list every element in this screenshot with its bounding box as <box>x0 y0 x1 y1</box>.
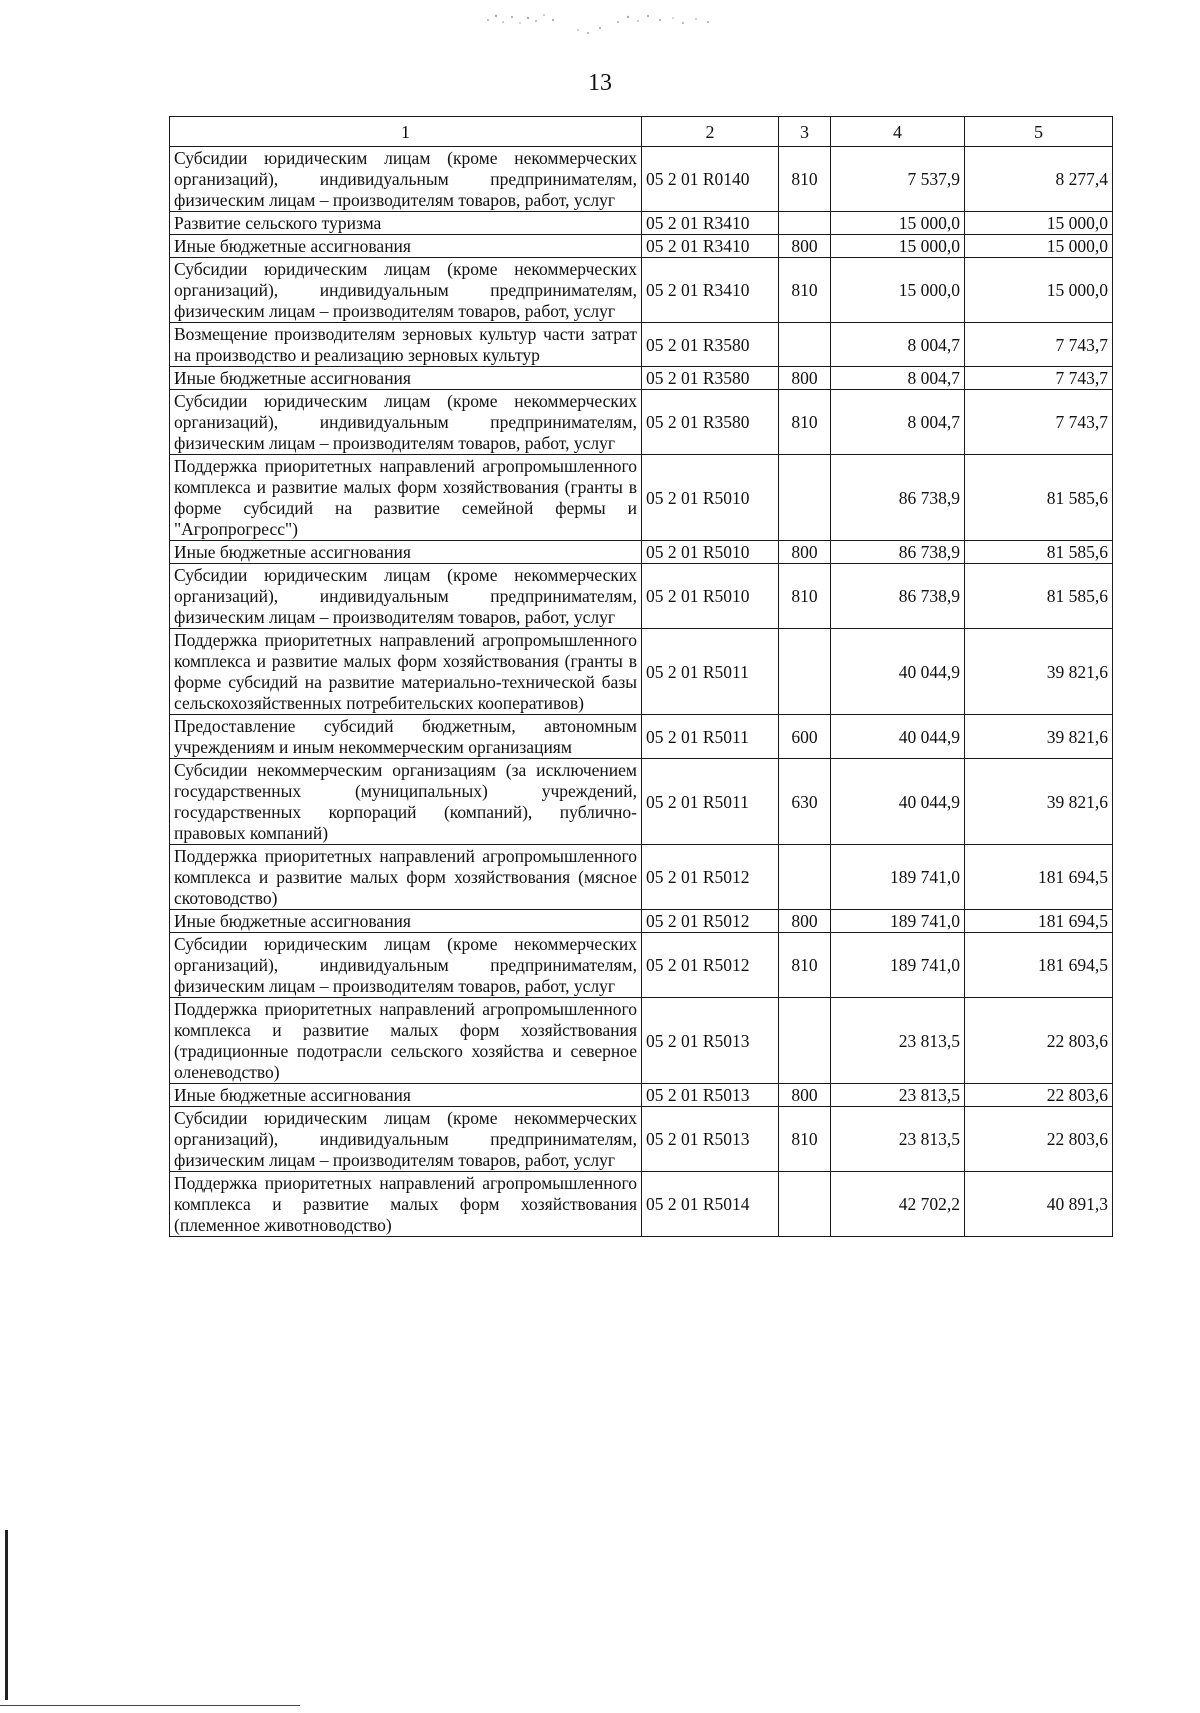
scan-edge-line <box>5 1530 8 1700</box>
row-name: Предоставление субсидий бюджетным, автономным учреждениям и иным некоммерческим организациям <box>170 715 642 759</box>
row-code: 05 2 01 R5010 <box>642 541 779 564</box>
row-code: 05 2 01 R3580 <box>642 367 779 390</box>
row-type <box>779 323 831 367</box>
row-code: 05 2 01 R5013 <box>642 998 779 1084</box>
row-name: Субсидии юридическим лицам (кроме некоммерческих организаций), индивидуальным предпринимателям, физическим лицам – производителям товаров, работ, услуг <box>170 564 642 629</box>
row-code: 05 2 01 R5014 <box>642 1172 779 1237</box>
row-col4: 8 004,7 <box>831 367 965 390</box>
row-code: 05 2 01 R5010 <box>642 455 779 541</box>
row-col4: 8 004,7 <box>831 390 965 455</box>
row-code: 05 2 01 R0140 <box>642 147 779 212</box>
row-col4: 15 000,0 <box>831 258 965 323</box>
row-type: 600 <box>779 715 831 759</box>
row-col5: 7 743,7 <box>965 323 1113 367</box>
row-type: 800 <box>779 1084 831 1107</box>
row-code: 05 2 01 R5012 <box>642 845 779 910</box>
row-col4: 23 813,5 <box>831 1107 965 1172</box>
row-name: Развитие сельского туризма <box>170 212 642 235</box>
row-name: Иные бюджетные ассигнования <box>170 910 642 933</box>
table-row <box>170 390 1113 455</box>
row-name: Иные бюджетные ассигнования <box>170 235 642 258</box>
table-row <box>170 323 1113 367</box>
table-row <box>170 455 1113 541</box>
row-col4: 23 813,5 <box>831 1084 965 1107</box>
row-col5: 181 694,5 <box>965 933 1113 998</box>
row-type <box>779 998 831 1084</box>
table-row <box>170 759 1113 845</box>
table-row <box>170 998 1113 1084</box>
row-type <box>779 455 831 541</box>
table-row <box>170 367 1113 390</box>
row-code: 05 2 01 R5012 <box>642 910 779 933</box>
row-name: Иные бюджетные ассигнования <box>170 541 642 564</box>
row-name: Субсидии юридическим лицам (кроме некоммерческих организаций), индивидуальным предпринимателям, физическим лицам – производителям товаров, работ, услуг <box>170 258 642 323</box>
row-col5: 40 891,3 <box>965 1172 1113 1237</box>
table-row <box>170 845 1113 910</box>
row-col4: 86 738,9 <box>831 541 965 564</box>
row-name: Возмещение производителям зерновых культур части затрат на производство и реализацию зерновых культур <box>170 323 642 367</box>
row-col4: 42 702,2 <box>831 1172 965 1237</box>
row-col5: 15 000,0 <box>965 212 1113 235</box>
row-type: 800 <box>779 367 831 390</box>
row-col5: 39 821,6 <box>965 759 1113 845</box>
row-col5: 81 585,6 <box>965 564 1113 629</box>
table-row <box>170 933 1113 998</box>
row-col5: 39 821,6 <box>965 715 1113 759</box>
header-col-5: 5 <box>965 117 1113 147</box>
row-code: 05 2 01 R5013 <box>642 1084 779 1107</box>
row-type: 810 <box>779 390 831 455</box>
table-row <box>170 910 1113 933</box>
row-col4: 86 738,9 <box>831 564 965 629</box>
row-code: 05 2 01 R3410 <box>642 258 779 323</box>
header-col-1: 1 <box>170 117 642 147</box>
row-code: 05 2 01 R5011 <box>642 759 779 845</box>
row-name: Субсидии юридическим лицам (кроме некоммерческих организаций), индивидуальным предпринимателям, физическим лицам – производителям товаров, работ, услуг <box>170 390 642 455</box>
header-col-2: 2 <box>642 117 779 147</box>
budget-table <box>169 116 1113 1237</box>
table-row <box>170 235 1113 258</box>
row-type <box>779 212 831 235</box>
header-row <box>170 117 1113 147</box>
table-row <box>170 1084 1113 1107</box>
row-name: Субсидии юридическим лицам (кроме некоммерческих организаций), индивидуальным предпринимателям, физическим лицам – производителям товаров, работ, услуг <box>170 147 642 212</box>
row-name: Поддержка приоритетных направлений агропромышленного комплекса и развитие малых форм хозяйствования (мясное скотоводство) <box>170 845 642 910</box>
row-name: Поддержка приоритетных направлений агропромышленного комплекса и развитие малых форм хозяйствования (гранты в форме субсидий на развитие семейной фермы и "Агропрогресс") <box>170 455 642 541</box>
header-col-3: 3 <box>779 117 831 147</box>
row-code: 05 2 01 R5011 <box>642 715 779 759</box>
row-code: 05 2 01 R3410 <box>642 212 779 235</box>
row-col5: 181 694,5 <box>965 910 1113 933</box>
row-col5: 39 821,6 <box>965 629 1113 715</box>
row-code: 05 2 01 R3410 <box>642 235 779 258</box>
row-type <box>779 1172 831 1237</box>
row-type: 810 <box>779 147 831 212</box>
row-name: Поддержка приоритетных направлений агропромышленного комплекса и развитие малых форм хозяйствования (гранты в форме субсидий на развитие материально-технической базы сельскохозяйственных потребительских кооперативов) <box>170 629 642 715</box>
row-type: 800 <box>779 910 831 933</box>
row-col4: 86 738,9 <box>831 455 965 541</box>
row-col5: 81 585,6 <box>965 455 1113 541</box>
row-code: 05 2 01 R5011 <box>642 629 779 715</box>
row-col4: 15 000,0 <box>831 235 965 258</box>
row-col4: 8 004,7 <box>831 323 965 367</box>
row-col4: 15 000,0 <box>831 212 965 235</box>
row-col5: 7 743,7 <box>965 367 1113 390</box>
row-col4: 189 741,0 <box>831 910 965 933</box>
header-col-4: 4 <box>831 117 965 147</box>
row-col4: 7 537,9 <box>831 147 965 212</box>
row-type: 810 <box>779 258 831 323</box>
row-type: 800 <box>779 235 831 258</box>
scan-noise-mark <box>468 8 768 42</box>
table-row <box>170 258 1113 323</box>
row-col5: 8 277,4 <box>965 147 1113 212</box>
row-name: Иные бюджетные ассигнования <box>170 367 642 390</box>
table-row <box>170 1107 1113 1172</box>
row-code: 05 2 01 R3580 <box>642 390 779 455</box>
table-row <box>170 212 1113 235</box>
page-number: 13 <box>588 70 612 96</box>
row-name: Субсидии юридическим лицам (кроме некоммерческих организаций), индивидуальным предпринимателям, физическим лицам – производителям товаров, работ, услуг <box>170 933 642 998</box>
row-type: 810 <box>779 1107 831 1172</box>
row-type: 810 <box>779 564 831 629</box>
table-row <box>170 564 1113 629</box>
row-col4: 23 813,5 <box>831 998 965 1084</box>
row-col4: 40 044,9 <box>831 629 965 715</box>
row-col4: 40 044,9 <box>831 715 965 759</box>
row-col5: 15 000,0 <box>965 258 1113 323</box>
table-row <box>170 147 1113 212</box>
row-code: 05 2 01 R3580 <box>642 323 779 367</box>
row-type: 800 <box>779 541 831 564</box>
row-col4: 40 044,9 <box>831 759 965 845</box>
row-name: Поддержка приоритетных направлений агропромышленного комплекса и развитие малых форм хозяйствования (племенное животноводство) <box>170 1172 642 1237</box>
row-type <box>779 845 831 910</box>
row-type <box>779 629 831 715</box>
row-name: Иные бюджетные ассигнования <box>170 1084 642 1107</box>
row-type: 630 <box>779 759 831 845</box>
table-row <box>170 1172 1113 1237</box>
row-col4: 189 741,0 <box>831 845 965 910</box>
row-col5: 181 694,5 <box>965 845 1113 910</box>
row-code: 05 2 01 R5010 <box>642 564 779 629</box>
row-name: Субсидии юридическим лицам (кроме некоммерческих организаций), индивидуальным предпринимателям, физическим лицам – производителям товаров, работ, услуг <box>170 1107 642 1172</box>
table-row <box>170 541 1113 564</box>
row-col5: 15 000,0 <box>965 235 1113 258</box>
row-code: 05 2 01 R5012 <box>642 933 779 998</box>
table-row <box>170 629 1113 715</box>
row-type: 810 <box>779 933 831 998</box>
row-col5: 22 803,6 <box>965 1107 1113 1172</box>
row-name: Субсидии некоммерческим организациям (за исключением государственных (муниципальных) учреждений, государственных корпораций (компаний), публично-правовых компаний) <box>170 759 642 845</box>
table-row <box>170 715 1113 759</box>
row-col5: 22 803,6 <box>965 998 1113 1084</box>
row-name: Поддержка приоритетных направлений агропромышленного комплекса и развитие малых форм хозяйствования (традиционные подотрасли сельского хозяйства и северное оленеводство) <box>170 998 642 1084</box>
row-col5: 22 803,6 <box>965 1084 1113 1107</box>
scan-bottom-line <box>0 1705 300 1706</box>
row-col5: 7 743,7 <box>965 390 1113 455</box>
row-col4: 189 741,0 <box>831 933 965 998</box>
row-col5: 81 585,6 <box>965 541 1113 564</box>
row-code: 05 2 01 R5013 <box>642 1107 779 1172</box>
